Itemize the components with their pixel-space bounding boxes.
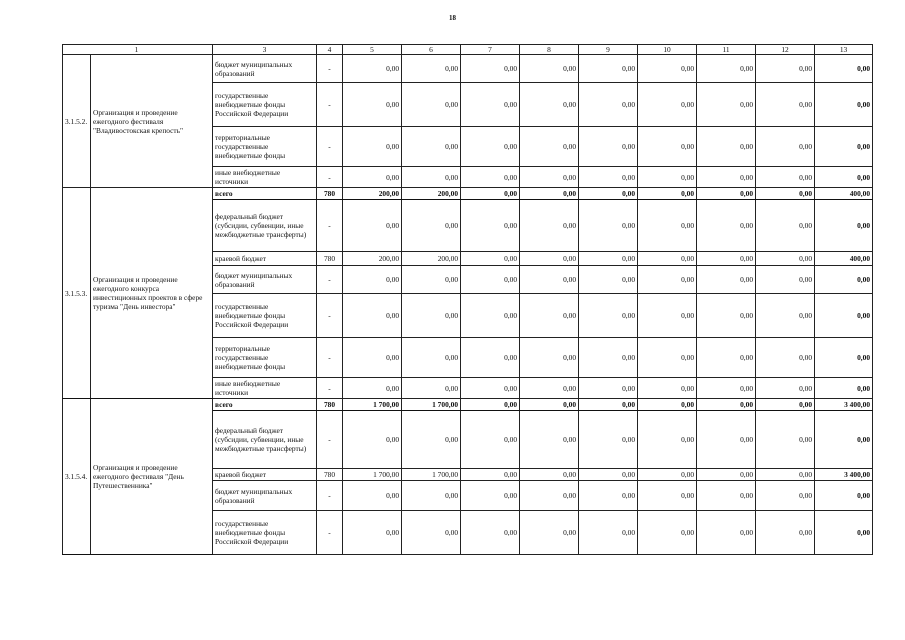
value-cell: 0,00	[402, 83, 461, 127]
funding-source: территориальные государственные внебюджетные фонды	[213, 338, 317, 378]
value-cell: 0,00	[756, 55, 815, 83]
value-cell: 0,00	[461, 83, 520, 127]
value-cell: 0,00	[756, 511, 815, 555]
value-cell: 0,00	[461, 411, 520, 469]
header-cell: 5	[343, 45, 402, 55]
value-cell: 0,00	[638, 167, 697, 188]
value-cell: 0,00	[697, 469, 756, 481]
value-cell: 0,00	[461, 399, 520, 411]
value-cell: 0,00	[638, 469, 697, 481]
total-value-cell: 0,00	[815, 378, 873, 399]
value-cell: 0,00	[756, 294, 815, 338]
value-cell: 0,00	[579, 511, 638, 555]
funding-source: иные внебюджетные источники	[213, 167, 317, 188]
value-cell: 0,00	[461, 252, 520, 266]
funding-source: федеральный бюджет (субсидии, субвенции, иные межбюджетные трансферты)	[213, 200, 317, 252]
value-cell: 200,00	[402, 252, 461, 266]
value-cell: 0,00	[756, 167, 815, 188]
value-cell: 0,00	[579, 252, 638, 266]
value-cell: 0,00	[579, 83, 638, 127]
budget-code-cell: 780	[317, 469, 343, 481]
value-cell: 0,00	[402, 127, 461, 167]
value-cell: 0,00	[520, 378, 579, 399]
value-cell: 0,00	[520, 188, 579, 200]
value-cell: 0,00	[461, 481, 520, 511]
value-cell: 0,00	[343, 127, 402, 167]
funding-source: территориальные государственные внебюджетные фонды	[213, 127, 317, 167]
value-cell: 0,00	[343, 200, 402, 252]
value-cell: 0,00	[579, 411, 638, 469]
funding-source: бюджет муниципальных образований	[213, 266, 317, 294]
total-value-cell: 0,00	[815, 200, 873, 252]
value-cell: 0,00	[520, 252, 579, 266]
header-cell: 1	[63, 45, 213, 55]
item-code: 3.1.5.4.	[63, 399, 91, 555]
value-cell: 0,00	[402, 266, 461, 294]
item-title: Организация и проведение ежегодного фестиваля "День Путешественника"	[91, 399, 213, 555]
value-cell: 0,00	[638, 83, 697, 127]
header-cell: 9	[579, 45, 638, 55]
value-cell: 200,00	[343, 252, 402, 266]
value-cell: 0,00	[402, 378, 461, 399]
value-cell: 0,00	[461, 127, 520, 167]
budget-code-cell: -	[317, 55, 343, 83]
value-cell: 0,00	[402, 481, 461, 511]
value-cell: 0,00	[402, 200, 461, 252]
value-cell: 0,00	[638, 200, 697, 252]
total-value-cell: 0,00	[815, 266, 873, 294]
budget-code-cell: -	[317, 294, 343, 338]
value-cell: 0,00	[520, 266, 579, 294]
header-cell: 4	[317, 45, 343, 55]
table-body	[63, 55, 873, 555]
value-cell: 0,00	[638, 252, 697, 266]
value-cell: 0,00	[343, 481, 402, 511]
value-cell: 0,00	[697, 399, 756, 411]
value-cell: 1 700,00	[402, 469, 461, 481]
value-cell: 0,00	[343, 83, 402, 127]
item-title: Организация и проведение ежегодного конкурса инвестиционных проектов в сфере туризма "День инвестора"	[91, 188, 213, 399]
header-cell: 8	[520, 45, 579, 55]
budget-code-cell: -	[317, 83, 343, 127]
item-code: 3.1.5.3.	[63, 188, 91, 399]
value-cell: 0,00	[638, 411, 697, 469]
item-title: Организация и проведение ежегодного фестиваля "Владивостокская крепость"	[91, 55, 213, 188]
total-value-cell: 0,00	[815, 511, 873, 555]
value-cell: 0,00	[756, 411, 815, 469]
value-cell: 0,00	[756, 481, 815, 511]
value-cell: 0,00	[402, 167, 461, 188]
value-cell: 0,00	[638, 294, 697, 338]
budget-code-cell: -	[317, 200, 343, 252]
value-cell: 0,00	[402, 511, 461, 555]
value-cell: 0,00	[638, 127, 697, 167]
value-cell: 0,00	[343, 378, 402, 399]
value-cell: 1 700,00	[343, 399, 402, 411]
value-cell: 0,00	[638, 188, 697, 200]
value-cell: 0,00	[520, 55, 579, 83]
value-cell: 0,00	[520, 481, 579, 511]
page-number: 18	[449, 14, 456, 22]
budget-code-cell: -	[317, 511, 343, 555]
header-cell: 13	[815, 45, 873, 55]
header-cell: 12	[756, 45, 815, 55]
total-value-cell: 400,00	[815, 252, 873, 266]
value-cell: 0,00	[756, 378, 815, 399]
budget-code-cell: 780	[317, 252, 343, 266]
value-cell: 0,00	[697, 294, 756, 338]
value-cell: 0,00	[638, 511, 697, 555]
value-cell: 0,00	[638, 55, 697, 83]
value-cell: 0,00	[579, 399, 638, 411]
value-cell: 0,00	[697, 511, 756, 555]
value-cell: 0,00	[343, 338, 402, 378]
value-cell: 0,00	[756, 399, 815, 411]
value-cell: 0,00	[402, 55, 461, 83]
header-cell: 11	[697, 45, 756, 55]
value-cell: 0,00	[697, 411, 756, 469]
value-cell: 0,00	[697, 188, 756, 200]
value-cell: 0,00	[520, 127, 579, 167]
budget-table	[62, 44, 873, 555]
value-cell: 0,00	[697, 252, 756, 266]
value-cell: 0,00	[697, 266, 756, 294]
total-value-cell: 3 400,00	[815, 469, 873, 481]
funding-source: федеральный бюджет (субсидии, субвенции, иные межбюджетные трансферты)	[213, 411, 317, 469]
budget-code-cell: -	[317, 266, 343, 294]
funding-source: бюджет муниципальных образований	[213, 55, 317, 83]
total-value-cell: 0,00	[815, 127, 873, 167]
value-cell: 0,00	[697, 55, 756, 83]
value-cell: 0,00	[756, 338, 815, 378]
total-value-cell: 0,00	[815, 481, 873, 511]
value-cell: 0,00	[697, 378, 756, 399]
funding-source: бюджет муниципальных образований	[213, 481, 317, 511]
funding-source: государственные внебюджетные фонды Российской Федерации	[213, 511, 317, 555]
column-number-row	[63, 45, 873, 55]
value-cell: 0,00	[579, 167, 638, 188]
funding-source: краевой бюджет	[213, 252, 317, 266]
value-cell: 0,00	[461, 294, 520, 338]
value-cell: 0,00	[343, 294, 402, 338]
funding-source: всего	[213, 188, 317, 200]
value-cell: 0,00	[579, 188, 638, 200]
value-cell: 0,00	[461, 338, 520, 378]
value-cell: 0,00	[697, 338, 756, 378]
budget-code-cell: 780	[317, 399, 343, 411]
value-cell: 1 700,00	[402, 399, 461, 411]
total-value-cell: 3 400,00	[815, 399, 873, 411]
value-cell: 0,00	[697, 127, 756, 167]
value-cell: 0,00	[520, 338, 579, 378]
value-cell: 0,00	[579, 55, 638, 83]
value-cell: 0,00	[520, 469, 579, 481]
value-cell: 0,00	[579, 200, 638, 252]
value-cell: 0,00	[756, 127, 815, 167]
budget-code-cell: -	[317, 411, 343, 469]
budget-code-cell: -	[317, 481, 343, 511]
value-cell: 0,00	[461, 266, 520, 294]
total-row	[63, 188, 873, 200]
value-cell: 0,00	[697, 200, 756, 252]
value-cell: 0,00	[343, 167, 402, 188]
value-cell: 0,00	[461, 167, 520, 188]
total-value-cell: 400,00	[815, 188, 873, 200]
value-cell: 0,00	[579, 338, 638, 378]
value-cell: 200,00	[343, 188, 402, 200]
value-cell: 0,00	[343, 511, 402, 555]
value-cell: 0,00	[579, 378, 638, 399]
value-cell: 0,00	[756, 83, 815, 127]
header-cell: 10	[638, 45, 697, 55]
value-cell: 0,00	[638, 481, 697, 511]
value-cell: 0,00	[756, 252, 815, 266]
value-cell: 0,00	[638, 266, 697, 294]
value-cell: 0,00	[579, 294, 638, 338]
value-cell: 0,00	[520, 83, 579, 127]
budget-code-cell: -	[317, 378, 343, 399]
value-cell: 0,00	[756, 188, 815, 200]
table-row	[63, 55, 873, 83]
value-cell: 0,00	[461, 378, 520, 399]
value-cell: 0,00	[638, 378, 697, 399]
value-cell: 200,00	[402, 188, 461, 200]
value-cell: 0,00	[461, 511, 520, 555]
value-cell: 0,00	[579, 266, 638, 294]
value-cell: 0,00	[697, 167, 756, 188]
value-cell: 0,00	[638, 399, 697, 411]
total-value-cell: 0,00	[815, 167, 873, 188]
funding-source: всего	[213, 399, 317, 411]
total-value-cell: 0,00	[815, 83, 873, 127]
total-value-cell: 0,00	[815, 338, 873, 378]
funding-source: иные внебюджетные источники	[213, 378, 317, 399]
value-cell: 0,00	[343, 266, 402, 294]
value-cell: 0,00	[520, 167, 579, 188]
funding-source: государственные внебюджетные фонды Российской Федерации	[213, 83, 317, 127]
value-cell: 0,00	[579, 469, 638, 481]
header-cell: 6	[402, 45, 461, 55]
value-cell: 0,00	[461, 188, 520, 200]
value-cell: 1 700,00	[343, 469, 402, 481]
value-cell: 0,00	[461, 469, 520, 481]
value-cell: 0,00	[756, 266, 815, 294]
value-cell: 0,00	[343, 55, 402, 83]
value-cell: 0,00	[520, 200, 579, 252]
budget-code-cell: -	[317, 127, 343, 167]
value-cell: 0,00	[461, 55, 520, 83]
value-cell: 0,00	[343, 411, 402, 469]
total-value-cell: 0,00	[815, 55, 873, 83]
budget-code-cell: -	[317, 338, 343, 378]
value-cell: 0,00	[520, 411, 579, 469]
value-cell: 0,00	[579, 481, 638, 511]
value-cell: 0,00	[402, 294, 461, 338]
value-cell: 0,00	[520, 399, 579, 411]
value-cell: 0,00	[697, 83, 756, 127]
total-value-cell: 0,00	[815, 294, 873, 338]
value-cell: 0,00	[697, 481, 756, 511]
value-cell: 0,00	[638, 338, 697, 378]
header-cell: 3	[213, 45, 317, 55]
funding-source: государственные внебюджетные фонды Российской Федерации	[213, 294, 317, 338]
value-cell: 0,00	[579, 127, 638, 167]
header-cell: 7	[461, 45, 520, 55]
value-cell: 0,00	[402, 411, 461, 469]
item-code: 3.1.5.2.	[63, 55, 91, 188]
value-cell: 0,00	[756, 469, 815, 481]
value-cell: 0,00	[402, 338, 461, 378]
value-cell: 0,00	[461, 200, 520, 252]
budget-code-cell: -	[317, 167, 343, 188]
total-value-cell: 0,00	[815, 411, 873, 469]
funding-source: краевой бюджет	[213, 469, 317, 481]
total-row	[63, 399, 873, 411]
value-cell: 0,00	[756, 200, 815, 252]
value-cell: 0,00	[520, 511, 579, 555]
budget-code-cell: 780	[317, 188, 343, 200]
value-cell: 0,00	[520, 294, 579, 338]
